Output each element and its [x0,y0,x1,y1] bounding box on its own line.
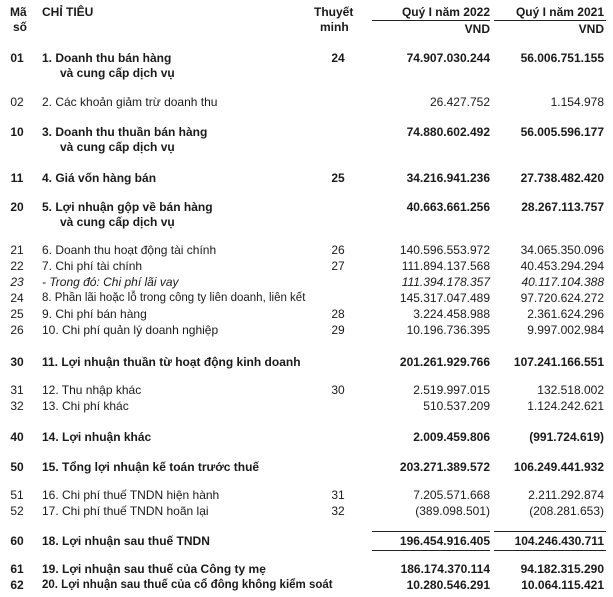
row-value-2022: 74.880.602.492 [406,125,490,139]
row-code: 32 [10,399,24,413]
row-value-2021: 10.064.115.421 [521,578,604,592]
row-name: 8. Phần lãi hoặc lỗ trong công ty liên doanh, liên kết [42,292,306,304]
row-value-2022: 10.280.546.291 [406,578,490,592]
row-value-2021: 2.361.624.296 [527,307,604,321]
row-value-2021: (991.724.619) [529,430,604,444]
table-row [0,275,613,290]
table-row [0,307,613,322]
row-name-cont: và cung cấp dịch vụ [60,66,175,80]
row-value-2021: 28.267.113.757 [521,200,604,214]
row-value-2022: 203.271.389.572 [399,460,490,474]
total-underline-2021 [494,550,606,551]
row-code: 22 [10,259,24,273]
row-name: 5. Lợi nhuận gộp về bán hàng [42,200,213,214]
row-value-2021: 104.246.430.711 [514,534,604,548]
row-value-2021: (208.281.653) [529,504,604,518]
row-note: 28 [331,307,345,321]
table-row [0,243,613,258]
row-code: 11 [10,171,24,185]
row-value-2021: 56.005.596.177 [520,125,604,139]
table-row [0,95,613,110]
row-value-2022: 40.663.661.256 [406,200,490,214]
row-name: 15. Tổng lợi nhuận kế toán trước thuế [42,460,260,474]
row-code: 30 [10,355,24,369]
row-value-2022: 10.196.736.395 [406,323,490,337]
header-col-2021: Quý I năm 2021 [515,5,604,19]
row-value-2021: 107.241.166.551 [513,355,604,369]
row-code: 24 [10,291,24,305]
row-value-2021: 2.211.292.874 [528,488,604,502]
table-row [0,259,613,274]
row-value-2022: 145.317.047.489 [399,291,490,305]
header-underline-2021 [494,20,606,21]
row-value-2022: 186.174.370.114 [400,562,490,576]
row-value-2021: 132.518.002 [537,383,604,397]
table-row [0,200,613,230]
table-row [0,399,613,414]
row-code: 02 [10,95,24,109]
row-value-2022: 34.216.941.236 [406,171,490,185]
row-value-2022: 196.454.916.405 [399,534,490,548]
table-row [0,291,613,306]
header-note-line1: Thuyết [314,5,354,19]
header-unit-2021: VND [578,22,604,36]
table-row [0,534,613,549]
row-name: 19. Lợi nhuận sau thuế của Công ty mẹ [42,562,266,576]
row-value-2022: 201.261.929.766 [399,355,490,369]
row-value-2021: 27.738.482.420 [520,171,604,185]
row-note: 31 [331,488,345,502]
row-value-2021: 56.006.751.155 [520,51,604,65]
row-name-cont: và cung cấp dịch vụ [60,215,175,229]
table-row [0,51,613,81]
row-note: 27 [331,259,345,273]
row-value-2021: 94.182.315.290 [520,562,604,576]
row-name: 3. Doanh thu thuần bán hàng [42,125,208,139]
table-row [0,578,613,593]
row-name: 1. Doanh thu bán hàng [42,51,172,65]
row-name: 6. Doanh thu hoạt động tài chính [42,243,217,257]
total-overline-2022 [372,531,490,532]
row-name: 10. Chi phí quản lý doanh nghiệp [42,323,219,337]
row-name: 9. Chi phí bán hàng [42,307,147,321]
row-value-2022: 140.596.553.972 [399,243,490,257]
row-value-2021: 34.065.350.096 [520,243,604,257]
row-value-2022: 2.519.997.015 [413,383,490,397]
row-value-2022: 111.894.137.568 [401,259,490,273]
row-note: 30 [331,383,345,397]
row-value-2022: (389.098.501) [415,504,490,518]
row-value-2022: 7.205.571.668 [413,488,490,502]
row-note: 32 [331,504,345,518]
row-name: 4. Giá vốn hàng bán [42,171,157,185]
table-row [0,562,613,577]
row-code: 62 [10,578,24,592]
row-name-cont: và cung cấp dịch vụ [60,140,175,154]
row-name: 12. Thu nhập khác [42,383,142,397]
table-row [0,504,613,519]
row-note: 29 [331,323,345,337]
header-code-line2: số [13,20,28,34]
table-row [0,323,613,338]
row-name: 20. Lợi nhuận sau thuế của cổ đông không kiểm soát [42,579,333,591]
table-row [0,125,613,155]
row-name: 14. Lợi nhuận khác [42,430,152,444]
row-code: 61 [10,562,24,576]
row-value-2022: 2.009.459.806 [413,430,490,444]
header-unit-2022: VND [464,22,490,36]
row-value-2022: 26.427.752 [429,95,490,109]
row-code: 21 [10,243,24,257]
row-value-2022: 74.907.030.244 [406,51,490,65]
row-note: 26 [331,243,345,257]
row-name: 7. Chi phí tài chính [42,259,143,273]
row-code: 31 [10,383,24,397]
row-name: 2. Các khoản giảm trừ doanh thu [42,95,218,109]
row-code: 25 [10,307,24,321]
row-name: 13. Chi phí khác [42,399,129,413]
row-code: 60 [10,534,24,548]
table-row [0,460,613,475]
header-name: CHỈ TIÊU [42,5,94,19]
header-note-line2: minh [320,20,349,34]
row-value-2022: 3.224.458.988 [413,307,490,321]
row-code: 52 [10,504,24,518]
row-note: 24 [331,51,345,65]
row-code: 23 [10,275,24,289]
row-value-2021: 9.997.002.984 [527,323,604,337]
header-code-line1: Mã [10,5,27,19]
row-name: 17. Chi phí thuế TNDN hoãn lại [42,504,209,518]
row-code: 26 [10,323,24,337]
total-overline-2021 [494,531,606,532]
row-code: 01 [10,51,24,65]
row-code: 51 [10,488,24,502]
row-value-2022: 510.537.209 [423,399,490,413]
row-code: 20 [10,200,24,214]
row-value-2021: 97.720.624.272 [520,291,604,305]
row-value-2021: 1.124.242.621 [527,399,604,413]
table-row [0,488,613,503]
row-code: 10 [10,125,24,139]
row-value-2021: 40.453.294.294 [520,259,604,273]
header-col-2022: Quý I năm 2022 [401,5,490,19]
row-note: 25 [331,171,345,185]
row-code: 40 [10,430,24,444]
row-name: 11. Lợi nhuận thuần từ hoạt động kinh doanh [42,355,301,369]
total-underline-2022 [372,550,490,551]
header-underline-2022 [372,20,490,21]
row-name: 18. Lợi nhuận sau thuế TNDN [42,534,210,548]
row-value-2021: 106.249.441.932 [513,460,604,474]
table-row [0,383,613,398]
row-value-2021: 40.117.104.388 [521,275,604,289]
row-code: 50 [10,460,24,474]
table-row [0,171,613,186]
table-row [0,430,613,445]
table-row [0,355,613,370]
row-name: - Trong đó: Chi phí lãi vay [42,275,179,289]
row-value-2021: 1.154.978 [550,95,604,109]
row-value-2022: 111.394.178.357 [401,275,490,289]
row-name: 16. Chi phí thuế TNDN hiện hành [42,488,220,502]
